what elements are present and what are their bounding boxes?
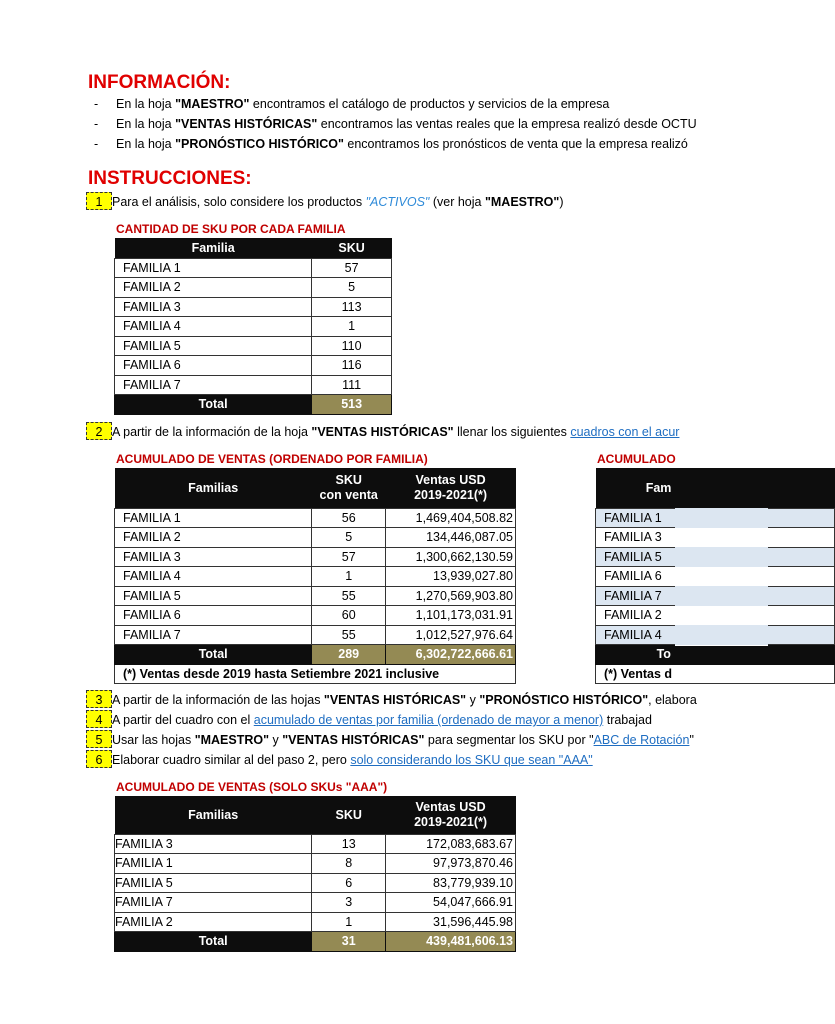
step-number-6: 6 <box>86 750 112 768</box>
header-sku-aaa: SKU <box>312 796 386 834</box>
step-number-1: 1 <box>86 192 112 210</box>
step-1: 1 Para el análisis, solo considere los productos "ACTIVOS" (ver hoja "MAESTRO") <box>86 192 563 210</box>
table-note: (*) Ventas d <box>596 664 835 684</box>
step4-link[interactable]: acumulado de ventas por familia (ordenado de mayor a menor) <box>253 713 604 727</box>
step2-link[interactable]: cuadros con el acur <box>570 425 680 439</box>
info-list <box>94 97 697 157</box>
info-heading: INFORMACIÓN: <box>88 72 231 93</box>
header-ventas-usd-aaa: Ventas USD 2019-2021(*) <box>386 796 516 834</box>
table-row: FAMILIA 4 1 13,939,027.80 <box>115 567 516 587</box>
total-row: To <box>596 645 835 665</box>
table-row: FAMILIA 5 55 1,270,569,903.80 <box>115 586 516 606</box>
step-4: 4 A partir del cuadro con el acumulado de ventas por familia (ordenado de mayor a menor) trabajad <box>86 710 676 728</box>
step-3: 3 A partir de la información de las hojas "VENTAS HISTÓRICAS" y "PRONÓSTICO HISTÓRICO", elabora <box>86 690 676 708</box>
table-note: (*) Ventas desde 2019 hasta Setiembre 2021 inclusive <box>115 664 516 684</box>
table-row: FAMILIA 7 3 54,047,666.91 <box>115 893 516 913</box>
table3-cell-bands <box>675 508 768 646</box>
table4-title: ACUMULADO DE VENTAS (SOLO SKUs "AAA") <box>116 780 388 794</box>
table-row: FAMILIA 3 113 <box>115 297 392 317</box>
header-sku: SKU <box>312 238 392 258</box>
table-row: FAMILIA 5 6 83,779,939.10 <box>115 873 516 893</box>
step5-link[interactable]: ABC de Rotación <box>593 733 690 747</box>
step6-link[interactable]: solo considerando los SKU que sean "AAA" <box>350 753 593 767</box>
table-row: FAMILIA 7 <box>596 586 835 606</box>
header-familias: Familias <box>115 468 312 508</box>
total-row: Total 289 6,302,722,666.61 <box>115 645 516 665</box>
table-row: FAMILIA 6 <box>596 567 835 587</box>
step-number-4: 4 <box>86 710 112 728</box>
step-5: 5 Usar las hojas "MAESTRO" y "VENTAS HISTÓRICAS" para segmentar los SKU por "ABC de Rotación" <box>86 730 676 748</box>
sales-by-family-table <box>114 468 516 684</box>
step-6: 6 Elaborar cuadro similar al del paso 2, pero solo considerando los SKU que sean "AAA" <box>86 750 676 768</box>
table-row: FAMILIA 1 56 1,469,404,508.82 <box>115 508 516 528</box>
step-number-2: 2 <box>86 422 112 440</box>
step-2: 2 A partir de la información de la hoja "VENTAS HISTÓRICAS" llenar los siguientes cuadros con el acur <box>86 422 676 440</box>
sku-per-family-table <box>114 238 392 415</box>
header-familia: Familia <box>115 238 312 258</box>
step-number-3: 3 <box>86 690 112 708</box>
table-row: FAMILIA 2 <box>596 606 835 626</box>
table-row: FAMILIA 2 5 134,446,087.05 <box>115 528 516 548</box>
table-row: FAMILIA 7 55 1,012,527,976.64 <box>115 625 516 645</box>
step-number-5: 5 <box>86 730 112 748</box>
header-familias-sorted: Fam <box>596 468 676 508</box>
total-row: Total 31 439,481,606.13 <box>115 932 516 952</box>
table-row: FAMILIA 2 5 <box>115 278 392 298</box>
instructions-heading: INSTRUCCIONES: <box>88 168 252 189</box>
table-row: FAMILIA 4 <box>596 625 835 645</box>
info-line-3: - En la hoja "PRONÓSTICO HISTÓRICO" encontramos los pronósticos de venta que la empresa realizó <box>94 137 688 151</box>
table-row: FAMILIA 6 116 <box>115 356 392 376</box>
table-row: FAMILIA 4 1 <box>115 317 392 337</box>
table-row: FAMILIA 3 <box>596 528 835 548</box>
table-row: FAMILIA 6 60 1,101,173,031.91 <box>115 606 516 626</box>
table-row: FAMILIA 3 13 172,083,683.67 <box>115 834 516 854</box>
header-familias-aaa: Familias <box>115 796 312 834</box>
table-row: FAMILIA 3 57 1,300,662,130.59 <box>115 547 516 567</box>
header-ventas-usd: Ventas USD 2019-2021(*) <box>386 468 516 508</box>
table-row: FAMILIA 2 1 31,596,445.98 <box>115 912 516 932</box>
table-row: FAMILIA 1 57 <box>115 258 392 278</box>
table-row: FAMILIA 1 <box>596 508 835 528</box>
aaa-sales-table <box>114 796 516 952</box>
table-row: FAMILIA 1 8 97,973,870.46 <box>115 854 516 874</box>
info-line-2: - En la hoja "VENTAS HISTÓRICAS" encontramos las ventas reales que la empresa realizó desde OCTU <box>94 117 697 131</box>
table3-title: ACUMULADO <box>597 452 676 466</box>
table-row: FAMILIA 7 111 <box>115 375 392 395</box>
table1-title: CANTIDAD DE SKU POR CADA FAMILIA <box>116 222 346 236</box>
header-sku-con-venta: SKU con venta <box>312 468 386 508</box>
table-row: FAMILIA 5 110 <box>115 336 392 356</box>
table2-title: ACUMULADO DE VENTAS (ORDENADO POR FAMILIA) <box>116 452 428 466</box>
total-row: Total 513 <box>115 395 392 415</box>
info-line-1: - En la hoja "MAESTRO" encontramos el catálogo de productos y servicios de la empresa <box>94 97 610 111</box>
table-row: FAMILIA 5 <box>596 547 835 567</box>
